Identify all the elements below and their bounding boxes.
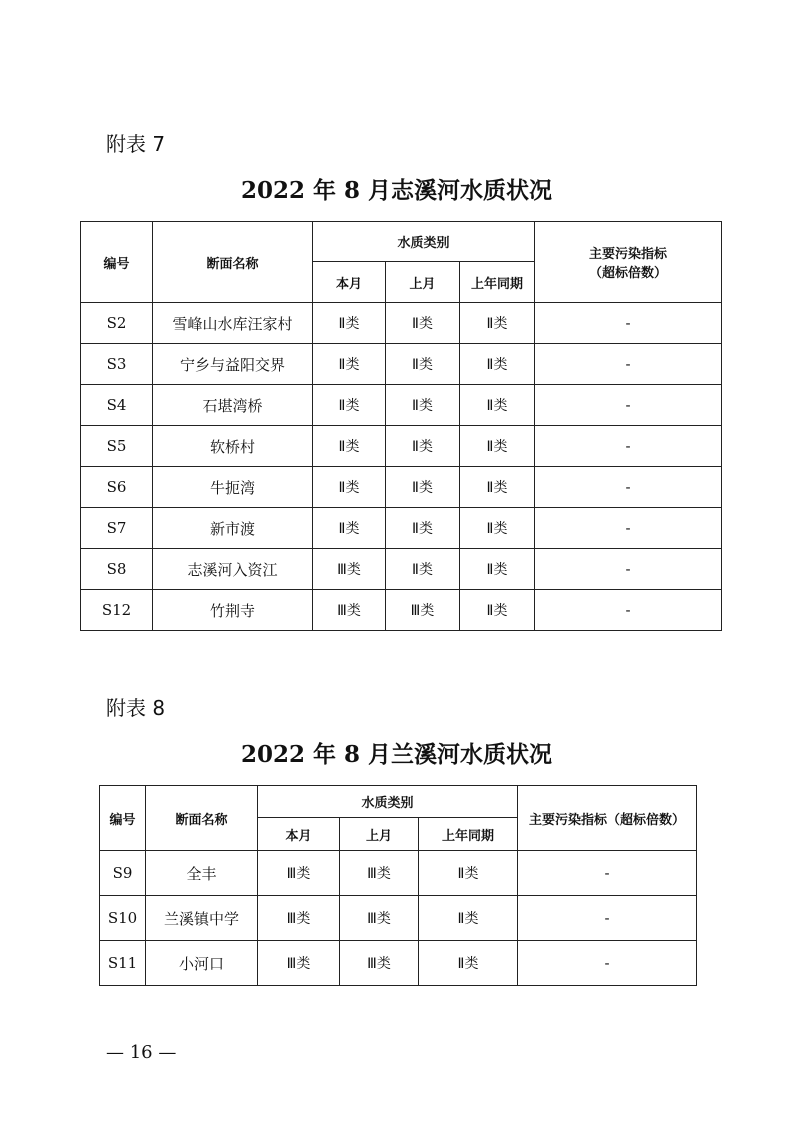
row-last-year: Ⅱ类 <box>460 549 535 590</box>
row-name: 软桥村 <box>153 426 313 467</box>
section8-table-body <box>100 851 697 986</box>
row-pollutant: - <box>535 344 722 385</box>
table-row <box>81 344 722 385</box>
header-quality-group: 水质类别 <box>258 786 518 818</box>
row-pollutant: - <box>535 549 722 590</box>
row-last-month: Ⅱ类 <box>386 303 460 344</box>
row-this-month: Ⅱ类 <box>313 508 386 549</box>
row-code: S9 <box>100 851 146 896</box>
table-row <box>81 549 722 590</box>
header-last-month: 上月 <box>386 262 460 303</box>
row-this-month: Ⅱ类 <box>313 467 386 508</box>
row-last-year: Ⅱ类 <box>419 851 518 896</box>
row-name: 竹荆寺 <box>153 590 313 631</box>
header-name: 断面名称 <box>146 786 258 851</box>
row-pollutant: - <box>518 941 697 986</box>
row-code: S5 <box>81 426 153 467</box>
header-last-month: 上月 <box>340 818 419 851</box>
row-this-month: Ⅱ类 <box>313 426 386 467</box>
header-pollutant: 主要污染指标（超标倍数） <box>518 786 697 851</box>
row-this-month: Ⅲ类 <box>313 590 386 631</box>
row-last-year: Ⅱ类 <box>460 426 535 467</box>
row-this-month: Ⅲ类 <box>258 941 340 986</box>
section8-label: 附表 8 <box>106 696 166 720</box>
row-this-month: Ⅲ类 <box>313 549 386 590</box>
section8-title: 2022 年 8 月兰溪河水质状况 <box>240 741 553 768</box>
row-name: 兰溪镇中学 <box>146 896 258 941</box>
row-name: 雪峰山水库汪家村 <box>153 303 313 344</box>
row-last-month: Ⅱ类 <box>386 467 460 508</box>
row-code: S4 <box>81 385 153 426</box>
row-code: S10 <box>100 896 146 941</box>
row-pollutant: - <box>535 303 722 344</box>
row-code: S8 <box>81 549 153 590</box>
row-pollutant: - <box>535 467 722 508</box>
row-name: 宁乡与益阳交界 <box>153 344 313 385</box>
row-last-year: Ⅱ类 <box>460 385 535 426</box>
header-code: 编号 <box>81 222 153 303</box>
section7-label: 附表 7 <box>106 132 166 156</box>
row-this-month: Ⅱ类 <box>313 385 386 426</box>
row-pollutant: - <box>535 590 722 631</box>
row-this-month: Ⅱ类 <box>313 303 386 344</box>
header-pollutant <box>535 222 722 303</box>
row-code: S2 <box>81 303 153 344</box>
row-last-year: Ⅱ类 <box>419 941 518 986</box>
table-row <box>81 426 722 467</box>
row-last-year: Ⅱ类 <box>460 590 535 631</box>
row-code: S12 <box>81 590 153 631</box>
row-last-month: Ⅲ类 <box>340 941 419 986</box>
header-this-month: 本月 <box>313 262 386 303</box>
row-name: 新市渡 <box>153 508 313 549</box>
header-pollutant-line2: （超标倍数） <box>588 266 667 281</box>
row-this-month: Ⅲ类 <box>258 896 340 941</box>
row-name: 全丰 <box>146 851 258 896</box>
row-last-month: Ⅱ类 <box>386 549 460 590</box>
table-row <box>100 851 697 896</box>
row-last-month: Ⅱ类 <box>386 508 460 549</box>
table-row <box>81 590 722 631</box>
row-code: S3 <box>81 344 153 385</box>
row-code: S11 <box>100 941 146 986</box>
row-name: 牛扼湾 <box>153 467 313 508</box>
header-pollutant-line1: 主要污染指标 <box>588 247 667 262</box>
row-last-year: Ⅱ类 <box>419 896 518 941</box>
row-last-year: Ⅱ类 <box>460 344 535 385</box>
row-name: 石堪湾桥 <box>153 385 313 426</box>
row-name: 志溪河入资江 <box>153 549 313 590</box>
header-last-year: 上年同期 <box>460 262 535 303</box>
row-this-month: Ⅱ类 <box>313 344 386 385</box>
row-last-year: Ⅱ类 <box>460 303 535 344</box>
row-name: 小河口 <box>146 941 258 986</box>
table-row <box>81 467 722 508</box>
header-last-year: 上年同期 <box>419 818 518 851</box>
section8-table <box>99 785 697 986</box>
table-row <box>81 385 722 426</box>
header-code: 编号 <box>100 786 146 851</box>
section7-table <box>80 221 722 631</box>
row-last-month: Ⅲ类 <box>386 590 460 631</box>
header-name: 断面名称 <box>153 222 313 303</box>
page-number: — 16 — <box>106 1042 177 1063</box>
row-this-month: Ⅲ类 <box>258 851 340 896</box>
row-pollutant: - <box>518 896 697 941</box>
row-last-month: Ⅲ类 <box>340 851 419 896</box>
row-pollutant: - <box>535 508 722 549</box>
row-last-month: Ⅲ类 <box>340 896 419 941</box>
row-code: S7 <box>81 508 153 549</box>
row-pollutant: - <box>535 385 722 426</box>
row-code: S6 <box>81 467 153 508</box>
section7-title: 2022 年 8 月志溪河水质状况 <box>240 177 553 204</box>
table-row <box>100 896 697 941</box>
row-last-month: Ⅱ类 <box>386 426 460 467</box>
row-pollutant: - <box>535 426 722 467</box>
row-pollutant: - <box>518 851 697 896</box>
row-last-month: Ⅱ类 <box>386 344 460 385</box>
table-row <box>81 508 722 549</box>
row-last-year: Ⅱ类 <box>460 467 535 508</box>
section7-table-body <box>81 303 722 631</box>
header-this-month: 本月 <box>258 818 340 851</box>
header-quality-group: 水质类别 <box>313 222 535 262</box>
row-last-year: Ⅱ类 <box>460 508 535 549</box>
table-row <box>81 303 722 344</box>
table-row <box>100 941 697 986</box>
row-last-month: Ⅱ类 <box>386 385 460 426</box>
